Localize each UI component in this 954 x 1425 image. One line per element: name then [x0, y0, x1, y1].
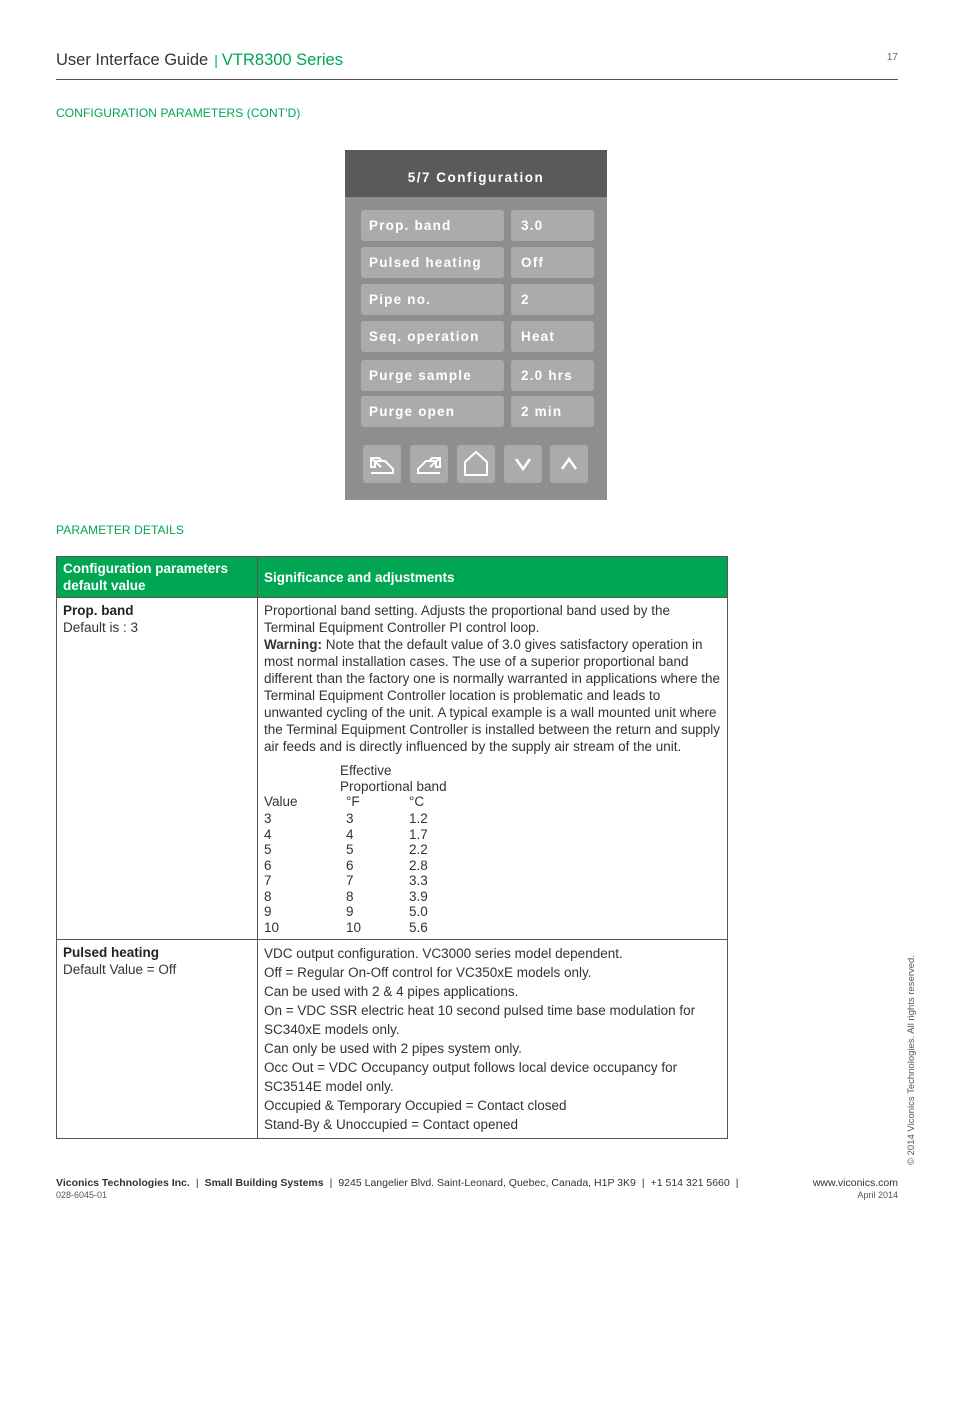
home-button[interactable] [457, 445, 495, 483]
description-line: On = VDC SSR electric heat 10 second pulsed time base modulation for SC340xE models only. [264, 1003, 696, 1037]
subtable-f: 10 [346, 919, 362, 935]
up-button[interactable] [550, 445, 588, 483]
parameter-cell [57, 598, 258, 940]
subtable-row [264, 827, 721, 843]
warning-text: Note that the default value of 3.0 gives satisfactory operation in most normal installation cases. The use of a superior proportional band different than the factory one is normally warranted in applications where the Terminal Equipment Controller location is problematic and leads to unwanted cycling of the unit. A typical example is a wall mounted unit where the Terminal Equipment Controller is installed between the return and supply air feeds and is directly influenced by the supply air stream of the unit. [264, 637, 721, 754]
description-line: Stand-By & Unoccupied = Contact opened [264, 1117, 519, 1132]
config-value[interactable]: Off [511, 247, 594, 278]
subtable-c-label: °C [409, 794, 425, 809]
document-date: April 2014 [857, 1190, 898, 1200]
subtable-f: 4 [346, 826, 354, 842]
footer-company: Viconics Technologies Inc. [56, 1177, 190, 1189]
subtable-row [264, 920, 721, 936]
subtable-c: 3.9 [409, 888, 428, 904]
back-icon [363, 445, 401, 483]
config-row-purge-open [361, 396, 594, 427]
forward-button[interactable] [410, 445, 448, 483]
forward-icon [410, 445, 448, 483]
subtable-row [264, 873, 721, 889]
table-header-row [57, 557, 728, 598]
title-separator: | [214, 52, 218, 68]
config-label[interactable]: Prop. band [361, 210, 504, 241]
subtable-value: 4 [264, 826, 272, 842]
header-rule [56, 79, 898, 80]
config-label[interactable]: Purge open [361, 396, 504, 427]
subtable-f-label: °F [346, 794, 360, 809]
parameter-default: Default Value = Off [63, 962, 177, 977]
subtable-value: 5 [264, 842, 272, 857]
subtable-row [264, 811, 721, 827]
subtable-f: 8 [346, 888, 354, 904]
subtable-f: 7 [346, 873, 354, 888]
subtable-value-label: Value [264, 794, 298, 809]
description-line: Can only be used with 2 pipes system only. [264, 1041, 522, 1056]
column-header-significance: Significance and adjustments [258, 557, 728, 598]
section-heading-details: PARAMETER DETAILS [56, 523, 184, 537]
back-button[interactable] [363, 445, 401, 483]
config-value[interactable]: 3.0 [511, 210, 594, 241]
config-value[interactable]: 2 min [511, 396, 594, 427]
config-row-purge-sample [361, 360, 594, 391]
config-label[interactable]: Purge sample [361, 360, 504, 391]
config-label[interactable]: Pipe no. [361, 284, 504, 315]
description-line: Occ Out = VDC Occupancy output follows local device occupancy for SC3514E model only. [264, 1060, 678, 1094]
parameter-name: Prop. band [63, 603, 134, 618]
prop-band-subtable-header [264, 763, 721, 811]
column-header-parameter: Configuration parameters default value [57, 557, 258, 598]
subtable-prop-label: Proportional band [340, 778, 447, 794]
description-line: Occupied & Temporary Occupied = Contact closed [264, 1098, 567, 1113]
subtable-c: 5.6 [409, 919, 428, 935]
footer-address: 9245 Langelier Blvd. Saint-Leonard, Quebec, Canada, H1P 3K9 [338, 1177, 636, 1189]
subtable-value: 10 [264, 919, 280, 935]
subtable-c: 3.3 [409, 873, 428, 888]
description-line: Can be used with 2 & 4 pipes applications. [264, 984, 519, 999]
subtable-value: 8 [264, 888, 272, 904]
warning-label: Warning: [264, 637, 322, 652]
config-row-pulsed-heating [361, 247, 594, 278]
subtable-row [264, 889, 721, 905]
section-heading-config: CONFIGURATION PARAMETERS (CONT'D) [56, 106, 301, 120]
subtable-f: 5 [346, 842, 354, 857]
subtable-c: 2.2 [409, 842, 428, 857]
footer-phone: +1 514 321 5660 [650, 1177, 730, 1189]
config-label[interactable]: Seq. operation [361, 321, 504, 352]
description-text: Proportional band setting. Adjusts the proportional band used by the Terminal Equipment Controller PI control loop. [264, 603, 671, 635]
chevron-down-icon [504, 445, 542, 483]
parameter-table [56, 556, 728, 1139]
table-row [57, 598, 728, 940]
prop-band-subtable [264, 811, 721, 935]
chevron-up-icon [550, 445, 588, 483]
home-icon [457, 445, 495, 483]
config-value[interactable]: Heat [511, 321, 594, 352]
subtable-value: 3 [264, 811, 272, 826]
config-row-pipe-no [361, 284, 594, 315]
subtable-c: 1.7 [409, 826, 428, 842]
footer-division: Small Building Systems [204, 1177, 324, 1189]
subtable-f: 3 [346, 811, 354, 826]
table-row [57, 940, 728, 1139]
description-line: Off = Regular On-Off control for VC350xE models only. [264, 965, 592, 980]
description-cell [258, 940, 728, 1139]
subtable-f: 9 [346, 904, 354, 919]
parameter-cell [57, 940, 258, 1139]
config-label[interactable]: Pulsed heating [361, 247, 504, 278]
subtable-c: 1.2 [409, 811, 428, 826]
parameter-default: Default is : 3 [63, 620, 139, 635]
guide-title: User Interface Guide [56, 51, 209, 69]
subtable-value: 9 [264, 904, 272, 919]
subtable-c: 5.0 [409, 904, 428, 919]
subtable-row [264, 858, 721, 874]
subtable-f: 6 [346, 857, 354, 873]
subtable-effective-label: Effective [340, 763, 392, 778]
copyright-notice-wrapper [906, 955, 926, 1425]
subtable-value: 6 [264, 857, 272, 873]
config-row-prop-band [361, 210, 594, 241]
document-title [56, 51, 343, 70]
footer: Viconics Technologies Inc. | Small Building Systems | 9245 Langelier Blvd. Saint-Leonard, Quebec, Canada, H1P 3K9 | +1 514 321 5660 | [56, 1177, 739, 1189]
config-value[interactable]: 2.0 hrs [511, 360, 594, 391]
down-button[interactable] [504, 445, 542, 483]
subtable-row [264, 904, 721, 920]
page-number: 17 [886, 52, 898, 63]
device-screen [345, 150, 607, 500]
description-cell [258, 598, 728, 940]
config-row-seq-operation [361, 321, 594, 352]
series-name: VTR8300 Series [221, 51, 343, 69]
config-value[interactable]: 2 [511, 284, 594, 315]
subtable-row [264, 842, 721, 858]
subtable-value: 7 [264, 873, 272, 888]
device-screen-title: 5/7 Configuration [345, 150, 607, 197]
description-line: VDC output configuration. VC3000 series model dependent. [264, 946, 623, 961]
subtable-c: 2.8 [409, 857, 428, 873]
footer-website[interactable]: www.viconics.com [812, 1177, 898, 1189]
document-number: 028-6045-01 [56, 1190, 108, 1200]
warning-paragraph [264, 636, 721, 755]
parameter-name: Pulsed heating [63, 945, 160, 960]
copyright-notice: © 2014 Viconics Technologies. All rights reserved. [906, 955, 917, 1165]
